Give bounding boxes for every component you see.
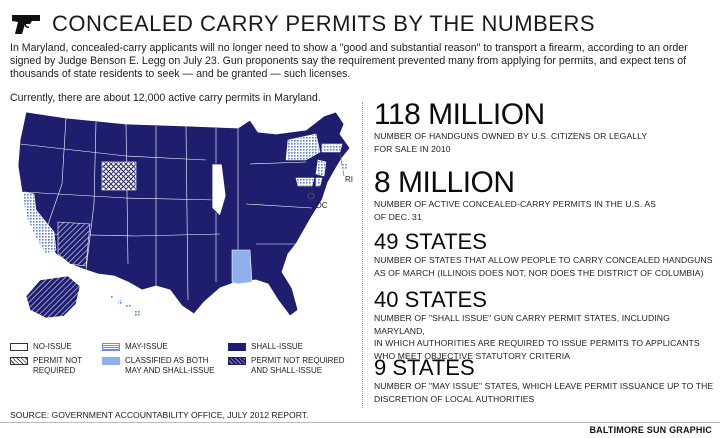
shall-issue-swatch — [228, 343, 246, 351]
legend-permit-not-required: PERMIT NOT REQUIRED — [10, 356, 82, 376]
state-alabama — [232, 250, 252, 284]
stat-value: 49 STATES — [374, 229, 487, 254]
header — [10, 8, 710, 40]
state-rhodeisland — [342, 164, 348, 170]
stat-desc: NUMBER OF HANDGUNS OWNED BY U.S. CITIZENS OR LEGALLY FOR SALE IN 2010 — [374, 131, 648, 154]
maryland-note: Currently, there are about 12,000 active carry permits in Maryland. — [10, 92, 321, 104]
stat-handguns — [374, 100, 716, 155]
nr-shall-swatch — [228, 357, 246, 365]
legend-both: CLASSIFIED AS BOTH MAY AND SHALL-ISSUE — [102, 356, 215, 376]
intro-text: In Maryland, concealed-carry applicants will no longer need to show a "good and substantial reason" to transport a firearm, according to an order signed by Judge Benson E. Legg on July 23. Gun proponents say the requirement prevented many from applying for permits, and expect tens of thousands of state residents to seek — and be granted — such licenses. — [10, 42, 688, 80]
dc-label: DC — [316, 201, 328, 210]
stat-desc: NUMBER OF "SHALL ISSUE" GUN CARRY PERMIT STATES, INCLUDING MARYLAND, IN WHICH AUTHORITIES ARE REQUIRED TO ISSUE PERMITS TO APPLICANTS WHO MEET OBJECTIVE STATUTORY CRITERIA — [374, 313, 700, 361]
state-massachusetts — [322, 144, 342, 152]
ri-label: RI — [345, 175, 353, 184]
stat-value: 118 MILLION — [374, 98, 545, 131]
state-arizona — [58, 222, 90, 266]
stat-desc: NUMBER OF STATES THAT ALLOW PEOPLE TO CARRY CONCEALED HANDGUNS AS OF MARCH (ILLINOIS DOES NOT, NOR DOES THE DISTRICT OF COLUMBIA) — [374, 255, 713, 278]
page-title: CONCEALED CARRY PERMITS BY THE NUMBERS — [52, 11, 596, 36]
stat-value: 9 STATES — [374, 355, 475, 380]
us-map — [6, 104, 356, 330]
stat-desc: NUMBER OF ACTIVE CONCEALED-CARRY PERMITS IN THE U.S. AS OF DEC. 31 — [374, 199, 656, 222]
column-divider — [362, 102, 363, 408]
map-legend — [6, 340, 356, 400]
state-newjersey — [316, 160, 326, 176]
stat-49-states — [374, 230, 716, 279]
state-maryland — [296, 178, 314, 186]
footer-rule — [0, 422, 720, 423]
us-map-svg — [6, 104, 356, 330]
may-issue-swatch — [102, 343, 120, 351]
permit-not-required-swatch — [10, 357, 28, 365]
handgun-icon — [10, 12, 44, 36]
credit-line: BALTIMORE SUN GRAPHIC — [589, 425, 712, 435]
stat-value: 40 STATES — [374, 287, 487, 312]
state-hawaii — [110, 296, 141, 316]
no-issue-swatch — [10, 343, 28, 351]
legend-nr-shall: PERMIT NOT REQUIRED AND SHALL-ISSUE — [228, 356, 345, 376]
state-wyoming — [102, 162, 136, 190]
source-note: SOURCE: GOVERNMENT ACCOUNTABILITY OFFICE, JULY 2012 REPORT. — [10, 410, 309, 420]
stat-permits — [374, 168, 716, 223]
legend-shall-issue: SHALL-ISSUE — [228, 342, 303, 352]
both-swatch — [102, 357, 120, 365]
stat-desc: NUMBER OF "MAY ISSUE" STATES, WHICH LEAVE PERMIT ISSUANCE UP TO THE DISCRETION OF LOCAL AUTHORITIES — [374, 381, 714, 404]
stat-40-states — [374, 288, 716, 362]
legend-may-issue: MAY-ISSUE — [102, 342, 168, 352]
stat-9-states — [374, 356, 716, 405]
legend-no-issue: NO-ISSUE — [10, 342, 72, 352]
state-alaska — [26, 276, 80, 318]
stat-value: 8 MILLION — [374, 166, 515, 199]
